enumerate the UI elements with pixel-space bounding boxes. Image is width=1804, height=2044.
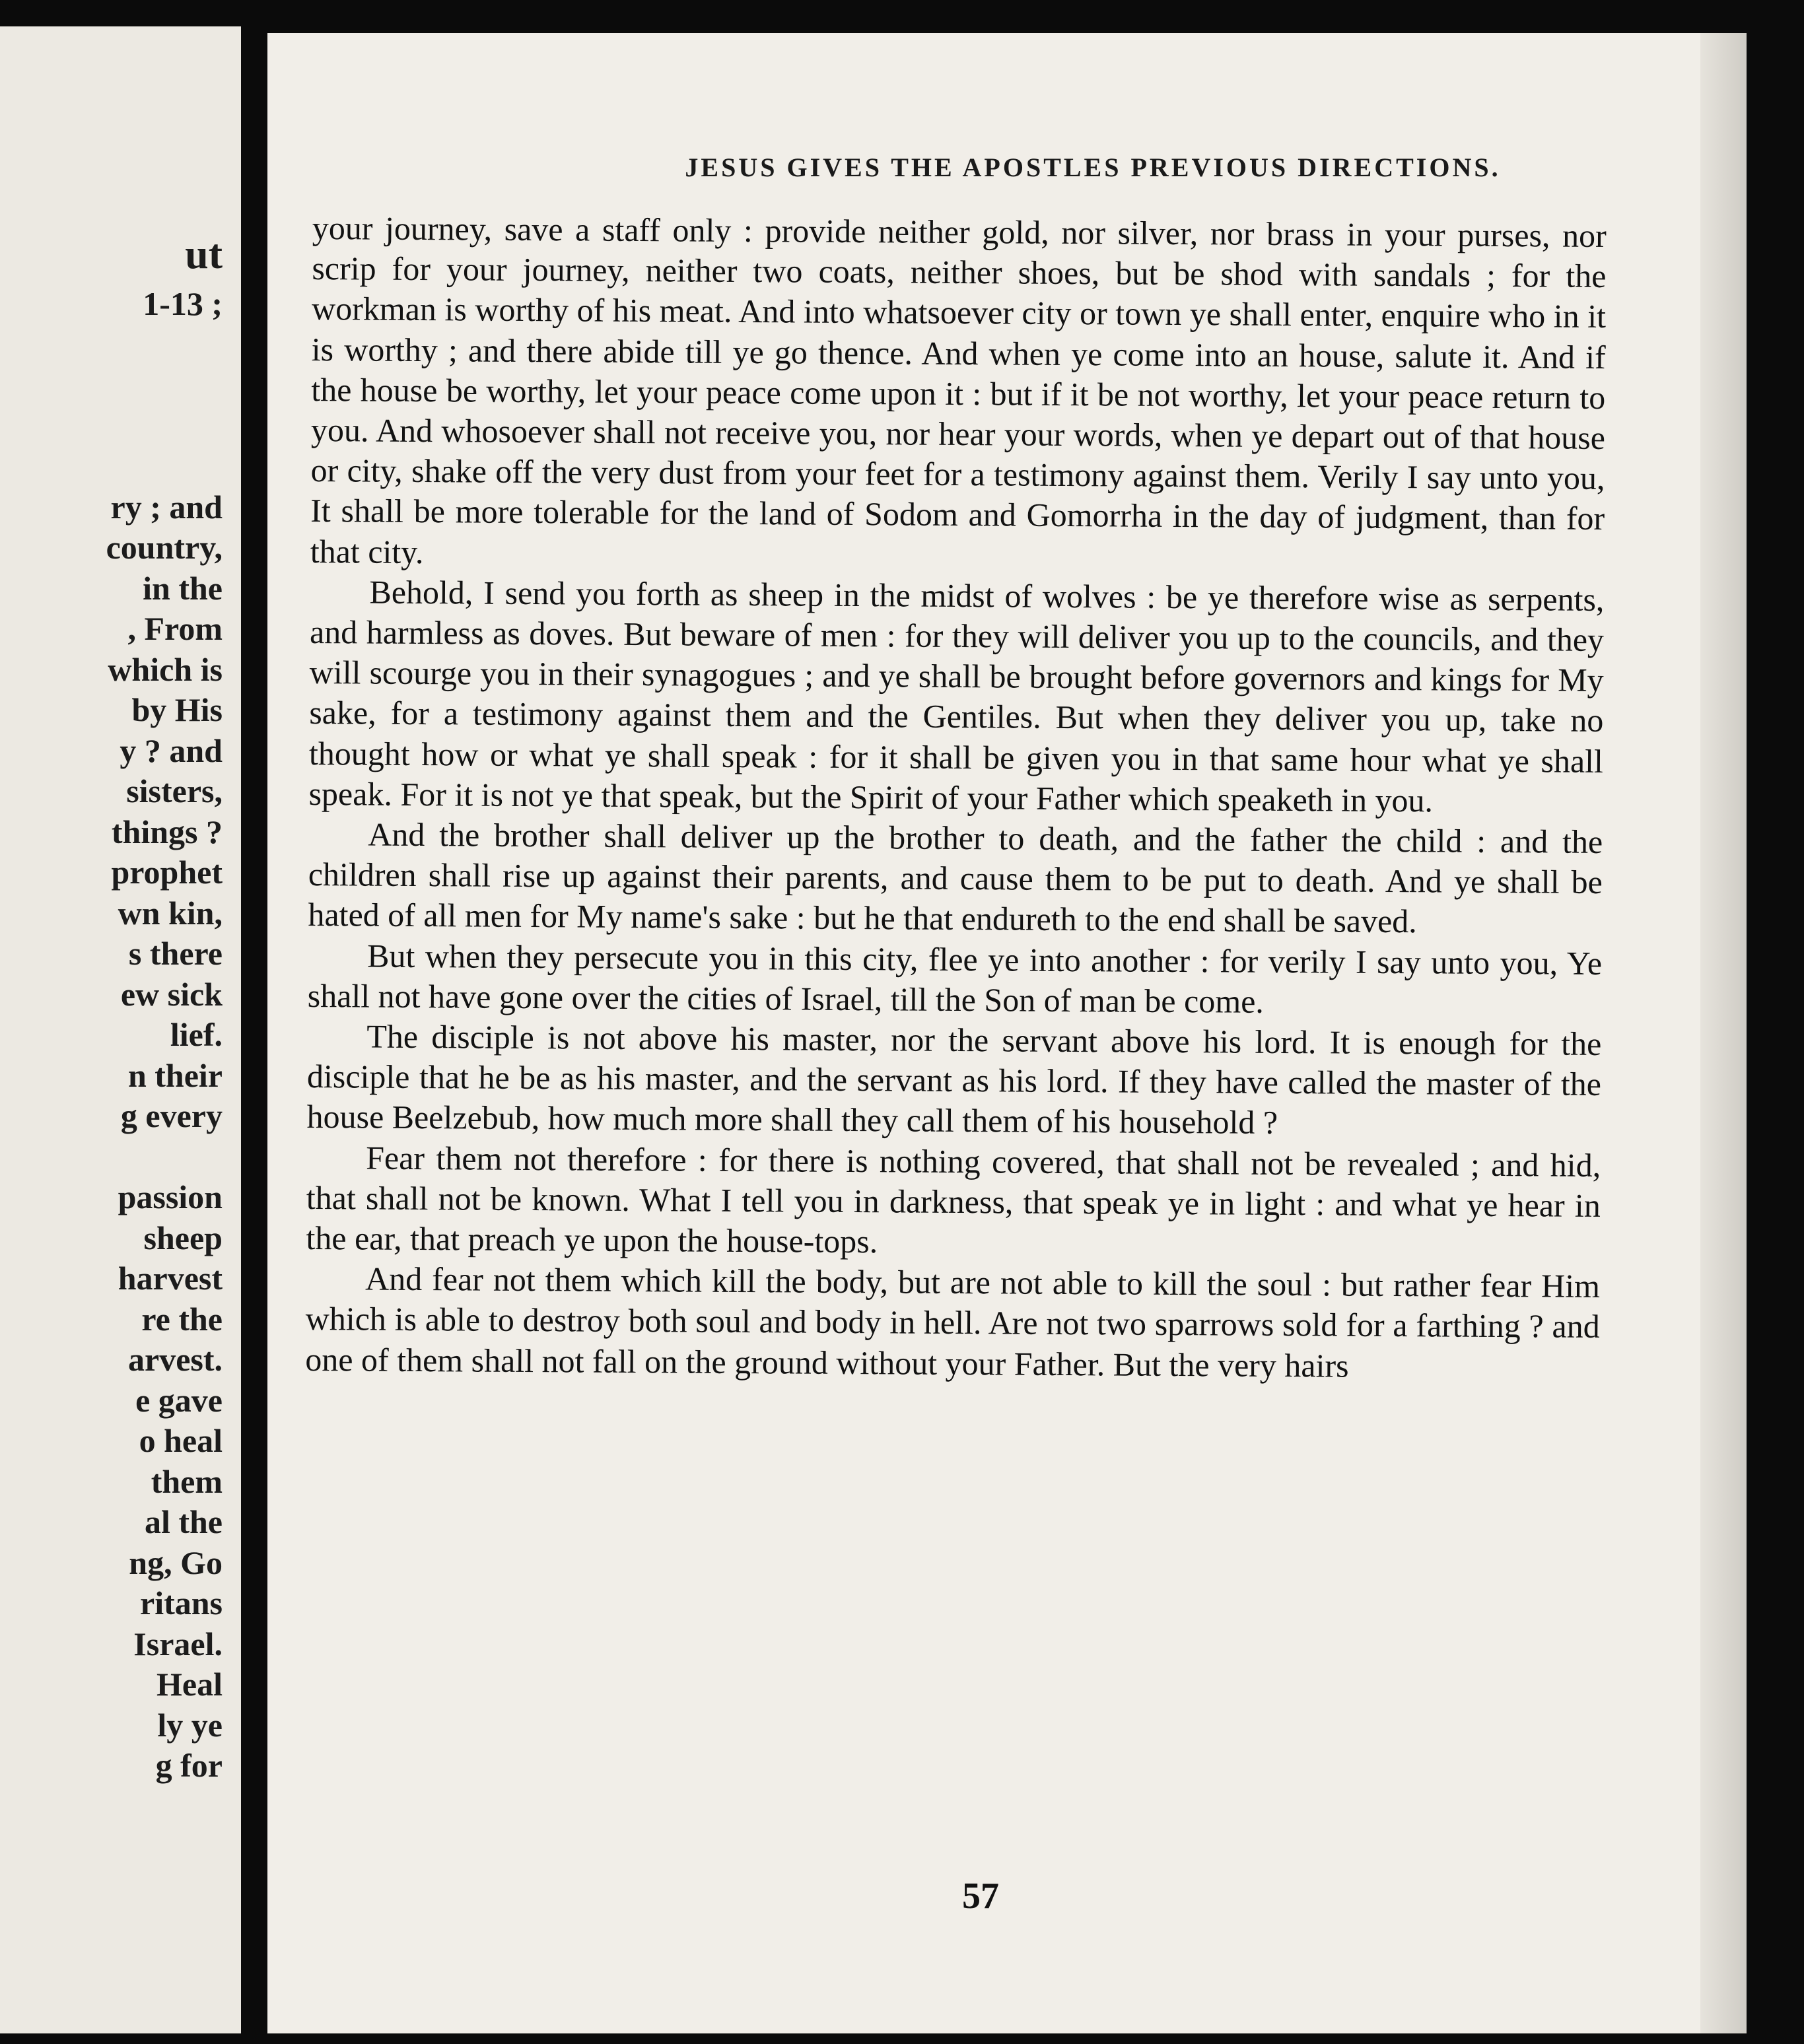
left-fragment-line: lief.	[170, 1016, 223, 1053]
left-fragment-line: re the	[141, 1300, 223, 1338]
left-fragment-line: ut	[185, 230, 223, 277]
left-page-text-column	[5, 224, 223, 1787]
paragraph: Fear them not therefore : for there is nothing covered, that shall not be revealed ; and hid, that shall not be known. What I tell you in darkness, that speak ye in light : and what ye hear in the ear, that preach ye upon the house-tops.	[306, 1139, 1601, 1260]
paragraph: your journey, save a staff only : provide neither gold, nor silver, nor brass in your purses, nor scrip for your journey, neither two coats, neither shoes, but be shod with sandals ; for the workman is worthy of his meat. And into whatsoever city or town ye shall enter, enquire who in it is worthy ; and there abide till ye go thence. And when ye come into an house, salute it. And if the house be worthy, let your peace come upon it : but if it be not worthy, let your peace return to you. And whosoever shall not receive you, nor hear your words, when ye depart out of that house or city, shake off the very dust from your feet for a testimony against them. Verily I say unto you, It shall be more tolerable for the land of Sodom and Gomorrha in the day of judgment, than for that city.	[310, 209, 1607, 570]
left-fragment-line: which is	[108, 650, 223, 688]
left-fragment-line: passion	[118, 1178, 223, 1215]
left-fragment-line	[5, 406, 223, 447]
left-fragment-line: sisters,	[126, 772, 223, 809]
left-fragment-line: g every	[120, 1097, 223, 1134]
left-fragment-line: Heal	[156, 1666, 223, 1703]
left-fragment-line: 1-13 ;	[143, 285, 223, 322]
left-fragment-line: ly ye	[157, 1706, 223, 1744]
left-fragment-line: wn kin,	[118, 894, 223, 932]
running-head: JESUS GIVES THE APOSTLES PREVIOUS DIRECTIONS.	[685, 153, 1501, 182]
left-fragment-line	[5, 1137, 223, 1178]
left-fragment-line: al the	[144, 1503, 223, 1540]
paragraph: Behold, I send you forth as sheep in the midst of wolves : be ye therefore wise as serpents, and harmless as doves. But beware of men : for they will deliver you up to the councils, and they will scourge you in their synagogues ; and ye shall be brought before governors and kings for My sake, for a testimony against them and the Gentiles. But when they deliver you up, take no thought how or what ye shall speak : for it shall be given you in that same hour what ye shall speak. For it is not ye that speak, but the Spirit of your Father which speaketh in you.	[308, 573, 1605, 819]
left-fragment-line: o heal	[139, 1422, 223, 1459]
left-page-fragment	[0, 26, 241, 2033]
left-fragment-line: ng, Go	[129, 1544, 223, 1581]
left-fragment-line: by His	[131, 691, 223, 728]
left-fragment-line: sheep	[143, 1219, 223, 1256]
left-fragment-line: arvest.	[128, 1341, 223, 1378]
paragraph: And the brother shall deliver up the brother to death, and the father the child : and the children shall rise up against their parents, and cause them to be put to death. And ye shall be hated of all men for My name's sake : but he that endureth to the end shall be saved.	[308, 815, 1603, 940]
left-fragment-line: Israel.	[133, 1625, 223, 1662]
left-fragment-line: n their	[127, 1056, 223, 1094]
page-number: 57	[962, 1876, 999, 1917]
left-fragment-line: things ?	[111, 813, 223, 850]
left-fragment-line: e gave	[135, 1381, 223, 1419]
left-fragment-line: prophet	[111, 854, 223, 891]
left-fragment-line: ry ; and	[110, 488, 223, 526]
page-edge	[1700, 33, 1747, 2033]
left-fragment-line: country,	[106, 529, 223, 566]
left-fragment-line: , From	[127, 610, 223, 647]
paragraph: And fear not them which kill the body, but are not able to kill the soul : but rather fear Him which is able to destroy both soul and body in hell. Are not two sparrows sold for a farthing ? and one of them shall not fall on the ground without your Father. But the very hairs	[305, 1260, 1601, 1384]
paragraph: The disciple is not above his master, nor the servant above his lord. It is enough for the disciple that he be as his master, and the servant as his lord. If they have called the master of the house Beelzebub, how much more shall they call them of his household ?	[306, 1017, 1602, 1141]
left-fragment-line: ritans	[140, 1584, 223, 1621]
left-fragment-line: s there	[128, 935, 223, 972]
left-fragment-line	[5, 365, 223, 406]
left-fragment-line: y ? and	[120, 732, 223, 769]
left-fragment-line	[5, 325, 223, 366]
left-fragment-line: harvest	[118, 1260, 223, 1297]
left-fragment-line: them	[151, 1462, 223, 1500]
left-fragment-line: in the	[143, 569, 223, 607]
left-fragment-line	[5, 446, 223, 487]
left-fragment-line: g for	[155, 1747, 223, 1784]
right-page	[267, 33, 1747, 2033]
left-fragment-line: ew sick	[120, 975, 223, 1013]
paragraph: But when they persecute you in this city, flee ye into another : for verily I say unto you, Ye shall not have gone over the cities of Israel, till the Son of man be come.	[307, 937, 1603, 1020]
book-gutter	[241, 0, 267, 2044]
body-text	[305, 208, 1607, 1388]
